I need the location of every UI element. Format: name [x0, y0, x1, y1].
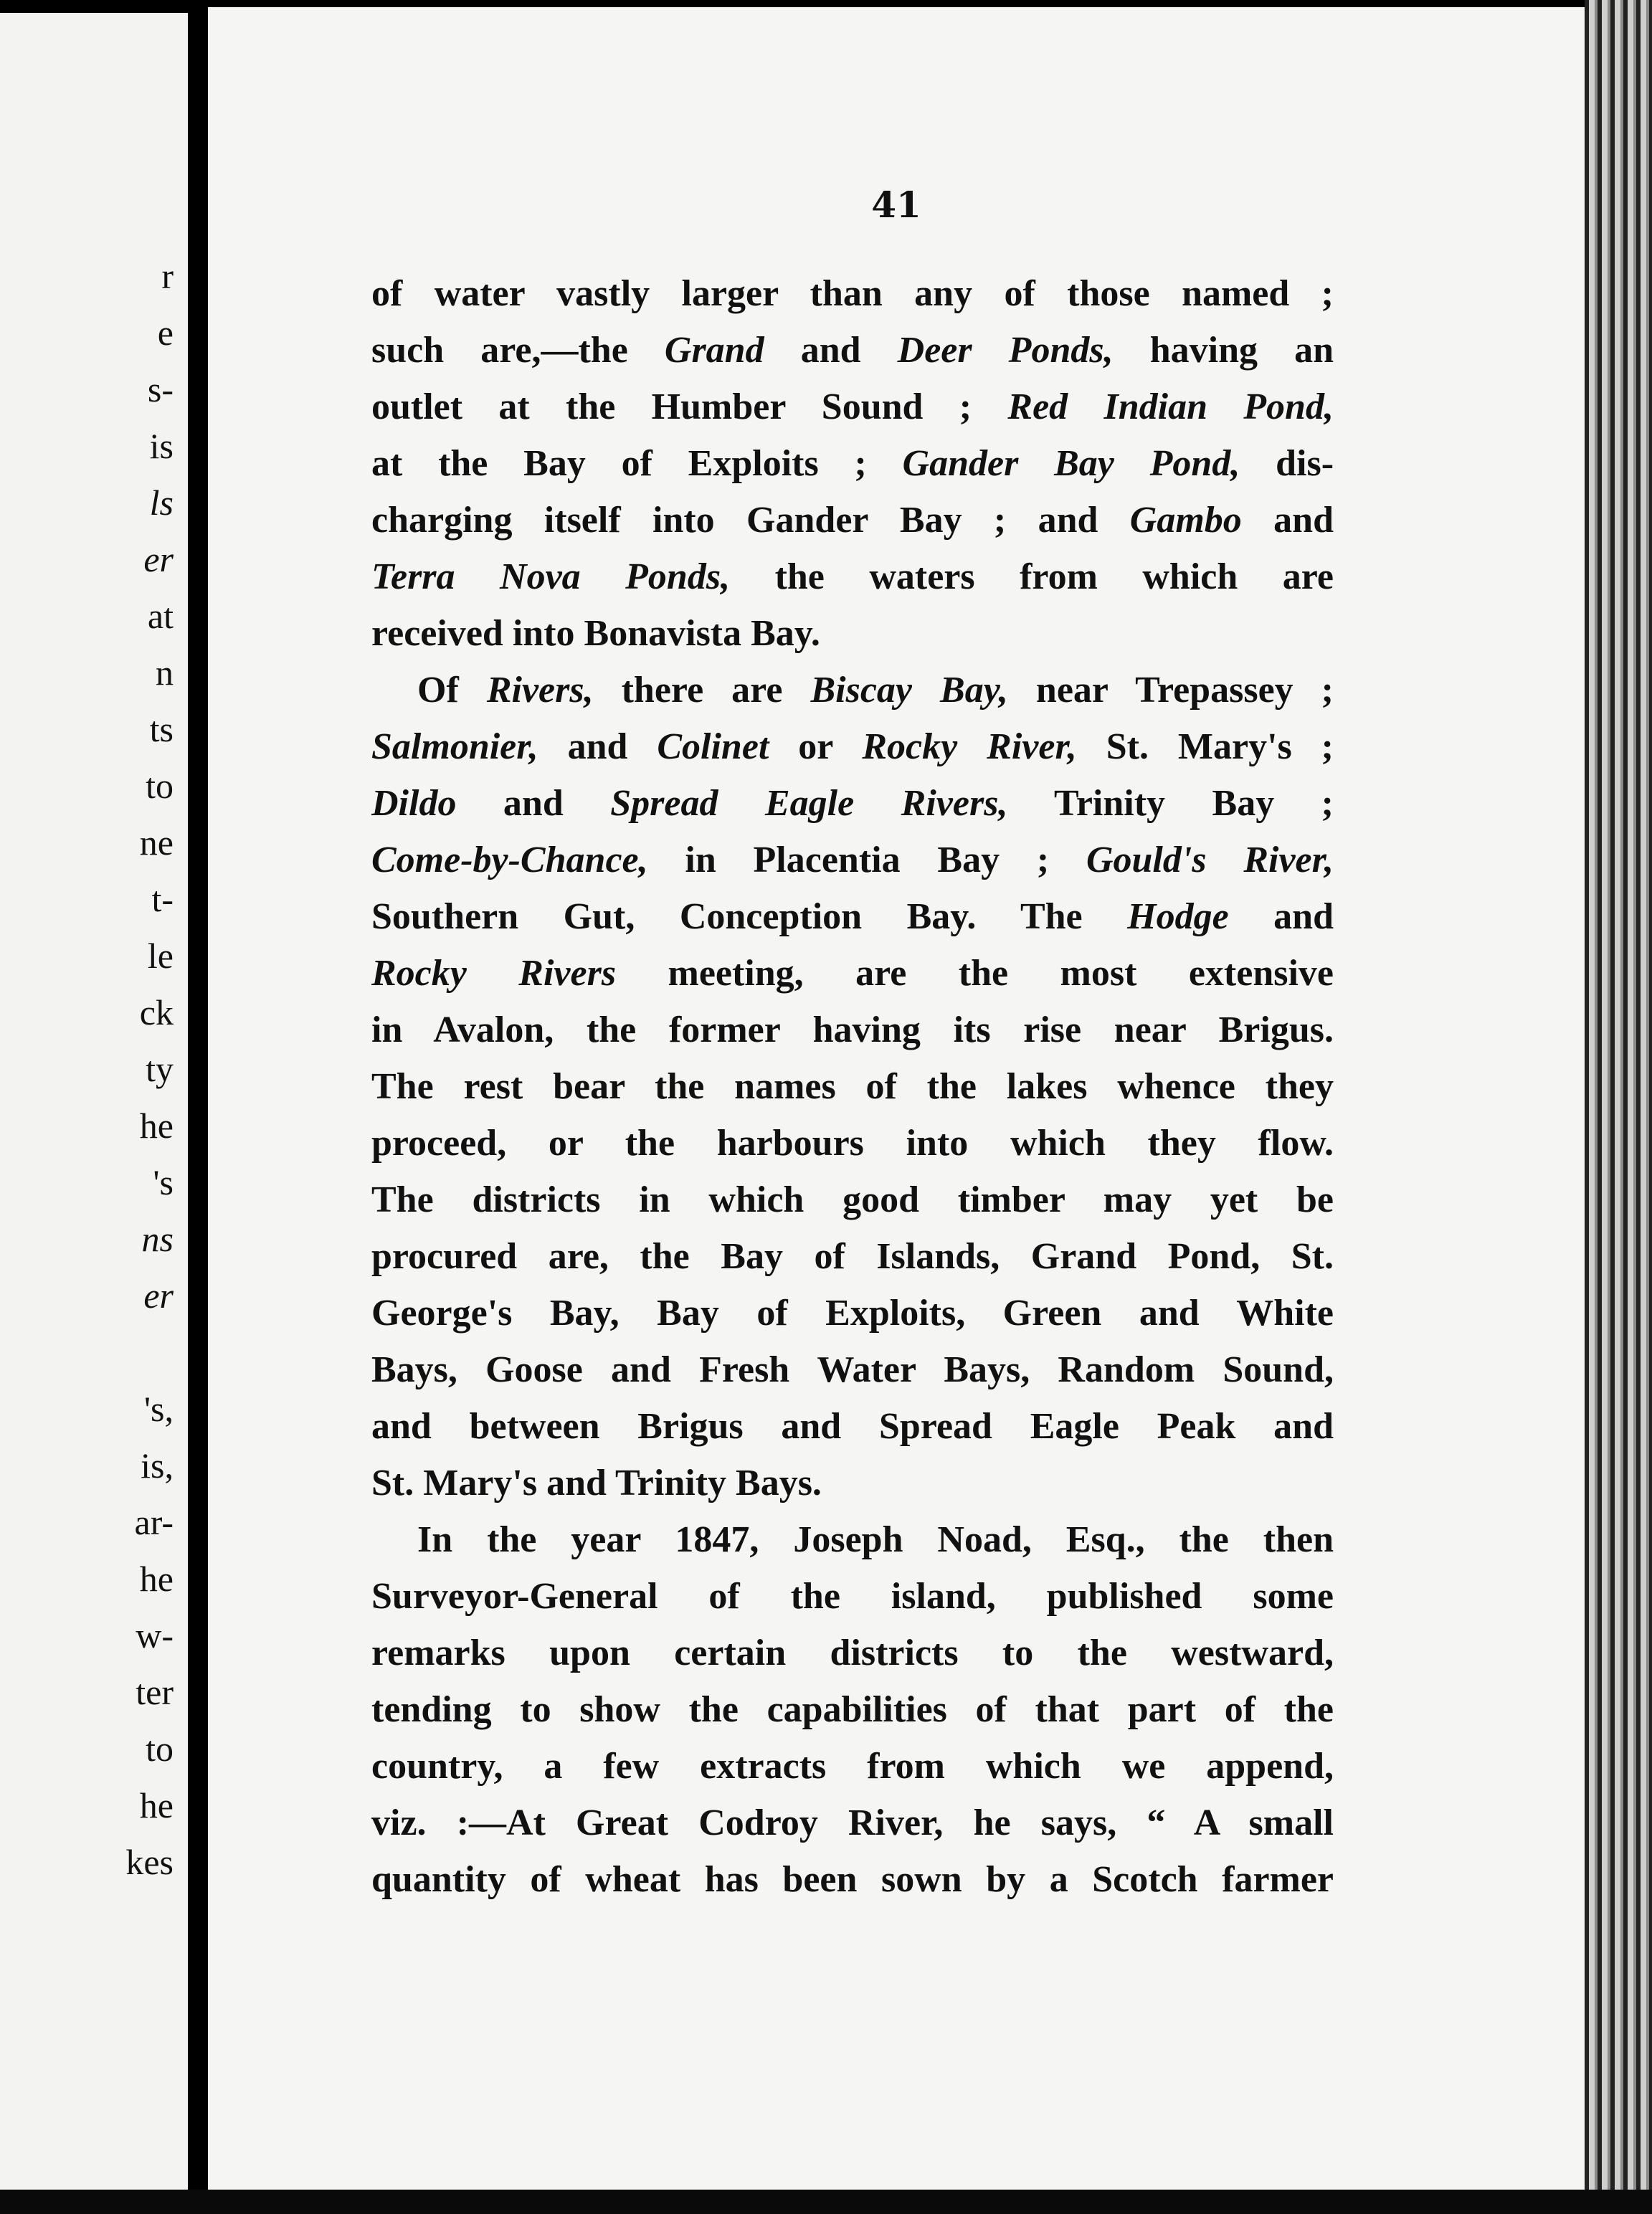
text-line [371, 1002, 1334, 1058]
left-page-fragment: t- [151, 879, 174, 919]
text-run: Trinity Bay ; [1007, 783, 1334, 824]
text-run: of water vastly larger than any of those named ; [371, 273, 1334, 314]
left-page-fragment: 's [153, 1162, 174, 1202]
italic-text: Come-by-Chance, [371, 840, 648, 880]
page-edge-stack [1585, 0, 1652, 2214]
text-run: and [1228, 896, 1334, 937]
left-page-fragment: he [139, 1785, 174, 1825]
text-run: quantity of wheat has been sown by a Scotch farmer [371, 1859, 1334, 1900]
left-page-fragment: 's, [144, 1389, 174, 1429]
left-page-fragment: to [146, 766, 174, 806]
text-run: tending to show the capabilities of that part of the [371, 1689, 1334, 1730]
text-run: received into Bonavista Bay. [371, 613, 820, 654]
text-line [371, 1568, 1334, 1625]
text-line [371, 1285, 1334, 1341]
text-run: dis- [1240, 443, 1334, 484]
italic-text: Gander Bay Pond, [902, 443, 1240, 484]
text-run: charging itself into Gander Bay ; and [371, 500, 1130, 541]
italic-text: Biscay Bay, [810, 670, 1008, 711]
text-run: Southern Gut, Conception Bay. The [371, 896, 1128, 937]
italic-text: Colinet [657, 726, 769, 767]
left-page-fragment: ts [149, 709, 174, 749]
text-run: viz. :—At Great Codroy River, he says, “ A small [371, 1802, 1334, 1843]
italic-text: Hodge [1127, 896, 1229, 937]
text-run: The rest bear the names of the lakes whence they [371, 1066, 1334, 1107]
left-page-fragment: ns [141, 1219, 174, 1259]
text-run: St. Mary's ; [1076, 726, 1334, 767]
italic-text: Grand [664, 330, 764, 371]
text-line [371, 492, 1334, 548]
text-run: remarks upon certain districts to the westward, [371, 1633, 1334, 1673]
left-page-fragment: er [143, 539, 174, 579]
italic-text: Gould's River, [1086, 840, 1334, 880]
text-line [371, 832, 1334, 888]
text-line [371, 605, 1334, 662]
text-run: In the year 1847, Joseph Noad, Esq., the then [417, 1519, 1334, 1560]
text-run: country, a few extracts from which we append, [371, 1746, 1334, 1787]
text-line [371, 1341, 1334, 1398]
text-run: Of [417, 670, 487, 711]
text-run: meeting, are the most extensive [616, 953, 1334, 994]
text-line [371, 322, 1334, 379]
italic-text: Gambo [1129, 500, 1242, 541]
text-run: proceed, or the harbours into which they flow. [371, 1123, 1334, 1164]
text-run: St. Mary's and Trinity Bays. [371, 1463, 822, 1503]
left-page-fragment: w- [136, 1615, 174, 1655]
text-run: and [456, 783, 611, 824]
text-line [371, 1625, 1334, 1681]
text-run: near Trepassey ; [1007, 670, 1334, 711]
left-page-fragment: is [149, 426, 174, 466]
left-page-fragment: ter [136, 1672, 174, 1712]
text-line [371, 1851, 1334, 1908]
page-number: 41 [871, 184, 921, 226]
text-line [371, 1172, 1334, 1228]
text-line [371, 379, 1334, 435]
italic-text: Rocky River, [862, 726, 1077, 767]
left-page-fragment: e [157, 313, 174, 353]
left-page-fragment: he [139, 1106, 174, 1146]
text-run: and between Brigus and Spread Eagle Peak and [371, 1406, 1334, 1447]
italic-text: Rocky Rivers [371, 953, 617, 994]
left-page-fragment: he [139, 1559, 174, 1599]
text-run: in Placentia Bay ; [647, 840, 1086, 880]
left-page-fragment: ne [139, 822, 174, 863]
text-run: and [764, 330, 898, 371]
text-run: and [1241, 500, 1334, 541]
text-line [371, 1795, 1334, 1851]
book-page [208, 7, 1585, 2194]
left-page-fragment: ls [149, 483, 174, 523]
text-line [371, 718, 1334, 775]
left-page-fragment: at [147, 596, 174, 636]
text-line [371, 662, 1334, 718]
left-page-fragment: n [156, 652, 174, 693]
left-page-fragment: le [147, 936, 174, 976]
text-line [371, 1398, 1334, 1455]
left-page-fragment: er [143, 1275, 174, 1316]
text-run: Bays, Goose and Fresh Water Bays, Random Sound, [371, 1349, 1334, 1390]
italic-text: Dildo [371, 783, 457, 824]
text-line [371, 888, 1334, 945]
body-text [371, 265, 1334, 1908]
text-line [371, 265, 1334, 322]
italic-text: Deer Ponds, [897, 330, 1114, 371]
left-page-fragment: ty [146, 1049, 174, 1089]
text-run: procured are, the Bay of Islands, Grand Pond, St. [371, 1236, 1334, 1277]
text-run: such are,—the [371, 330, 665, 371]
left-page-fragment: kes [125, 1842, 174, 1882]
text-line [371, 1058, 1334, 1115]
text-run: at the Bay of Exploits ; [371, 443, 903, 484]
text-run: outlet at the Humber Sound ; [371, 386, 1008, 427]
text-run: and [538, 726, 658, 767]
text-line [371, 945, 1334, 1002]
italic-text: Spread Eagle Rivers, [610, 783, 1008, 824]
text-line [371, 1511, 1334, 1568]
italic-text: Terra Nova Ponds, [371, 556, 731, 597]
text-run: Surveyor-General of the island, published some [371, 1576, 1334, 1617]
text-line [371, 548, 1334, 605]
scan-border [0, 2190, 1652, 2214]
text-run: or [769, 726, 863, 767]
left-page-fragment: to [146, 1729, 174, 1769]
text-line [371, 775, 1334, 832]
italic-text: Red Indian Pond, [1007, 386, 1334, 427]
left-page-fragment: r [161, 256, 174, 296]
italic-text: Salmonier, [371, 726, 538, 767]
text-line [371, 435, 1334, 492]
text-run: having an [1113, 330, 1334, 371]
left-page-fragment: is, [141, 1445, 174, 1486]
text-line [371, 1115, 1334, 1172]
text-run: in Avalon, the former having its rise near Brigus. [371, 1009, 1334, 1050]
text-run: The districts in which good timber may yet be [371, 1179, 1334, 1220]
text-run: George's Bay, Bay of Exploits, Green and White [371, 1293, 1334, 1334]
text-line [371, 1681, 1334, 1738]
left-page-fragment: ar- [134, 1502, 174, 1542]
text-line [371, 1228, 1334, 1285]
left-page-fragment: s- [147, 369, 174, 409]
text-run: the waters from which are [730, 556, 1334, 597]
left-facing-page [0, 13, 188, 2190]
text-run: there are [593, 670, 811, 711]
italic-text: Rivers, [486, 670, 594, 711]
text-line [371, 1455, 1334, 1511]
text-line [371, 1738, 1334, 1795]
left-page-fragment: ck [139, 992, 174, 1032]
